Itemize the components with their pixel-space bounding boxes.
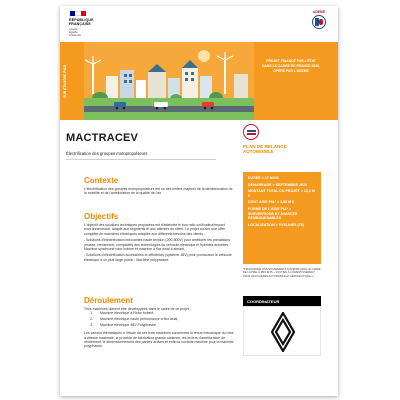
section-body: - Solutions d'électrification accessibles et efficientes (système 48V) pour promouvoir le véhicule électrique à un plus large public : Machine polyphasée. bbox=[84, 253, 232, 262]
section-body: L'objectif des solutions techniques proposées est d'atteindre le bon ratio coût/valeur/impact environnemental, adapté aux segments et aux attentes du client. Le projet couvre une offre complète de machines électriques adaptée aux différents besoins des clients : bbox=[84, 223, 225, 236]
city-landscape-illustration bbox=[84, 42, 254, 120]
section-contexte bbox=[84, 176, 236, 196]
section-body: L'électrification des groupes motopropulseurs est un des leviers majeurs de la décarbonation de la mobilité et de l'amélioration de la qualité de l'air. bbox=[84, 187, 233, 196]
header bbox=[60, 6, 338, 42]
fact-forme: FORME DE L'AIDE PIA* > SUBVENTIONS ET AVANCES REMBOURSABLES bbox=[248, 206, 298, 221]
france-relance-logo bbox=[243, 124, 259, 140]
project-sheet bbox=[60, 6, 338, 396]
section-body: Trois machines doivent être développées dans le cadre de ce projet : bbox=[84, 307, 191, 311]
facts-card bbox=[243, 172, 321, 264]
coordinator-box bbox=[243, 306, 321, 356]
ademe-logo: ADEME bbox=[310, 10, 328, 32]
machine-list bbox=[84, 311, 236, 328]
fact-aide: DONT AIDE PIA* > 3,88 M € bbox=[248, 200, 295, 205]
fact-localisation: LOCALISATION > YVELINES (78) bbox=[248, 222, 304, 227]
divider bbox=[66, 159, 216, 160]
marianne-flag-icon bbox=[70, 11, 86, 16]
list-item: 2. Machine électrique haute performance à flux axial, bbox=[94, 317, 236, 323]
coordinator-label: COORDINATEUR bbox=[243, 296, 321, 306]
illustration-banner bbox=[60, 42, 338, 120]
vertical-tab-label: SUR ÉTAGÈRE PIAD bbox=[63, 64, 67, 98]
renault-logo-icon bbox=[271, 312, 295, 352]
section-objectifs bbox=[84, 212, 236, 262]
ademe-emblem-icon bbox=[312, 15, 326, 29]
fact-demarrage: DÉMARRAGE > SEPTEMBRE 2020 bbox=[248, 182, 308, 187]
section-body: Les various thématiques à l'étude de ces trois machines concernent la tenue mécanique du rotor à vitesse maximale, le procédé de fabrication grande cadence, les leviers d'amélioration de rendement, le dimensionnement des parties actives et enfin la contrôle machine pour la machine polyphasée. bbox=[84, 331, 234, 349]
project-subtitle: Électrification des groupes motopropulseurs bbox=[66, 151, 148, 156]
plan-de-relance-label: PLAN DE RELANCE AUTOMOBILE bbox=[243, 144, 287, 155]
fact-montant: MONTANT TOTAL DU PROJET > 13,2 M € bbox=[248, 189, 315, 198]
vertical-tab bbox=[60, 42, 82, 120]
republique-francaise-logo: RÉPUBLIQUE FRANÇAISE bbox=[69, 18, 94, 27]
motto: Liberté Égalité Fraternité bbox=[69, 27, 81, 38]
list-item: 3. Machine électrique 48V Polyphasée. bbox=[94, 323, 236, 329]
section-heading: Objectifs bbox=[84, 212, 119, 221]
section-heading: Contexte bbox=[84, 176, 119, 185]
project-title: MACTRACEV bbox=[66, 132, 139, 144]
section-deroulement bbox=[84, 296, 236, 349]
banner-text: PROJET FINANCÉ PAR L'ÉTAT DANS LE CADRE DE FRANCE 2030, OPÉRÉ PAR L'ADEME bbox=[261, 59, 321, 73]
section-heading: Déroulement bbox=[84, 296, 133, 305]
fact-duree: DURÉE > 37 MOIS bbox=[248, 176, 279, 180]
section-body: - Solutions d'électrification innovantes haute tension (200-800V) pour améliorer les prestations (masse, rendement, compacité) des technologies du véhicule électrique et hybrides actuelles : Machine synchrone rotor bobiné et machine à flux axial à aimant, bbox=[84, 238, 231, 252]
footnote: *PROGRAMME INVESTISSEMENTS D'AVENIR DANS LE CADRE DE L'APPEL À PROJETS « SOUTIEN À L'INVESTISSEMENT DANS LES FILIÈRES AUTOMOBILE ET AÉRONAUTIQUE » bbox=[243, 268, 321, 278]
list-item: 1. Machine électrique à Rotor bobiné, bbox=[94, 311, 236, 317]
